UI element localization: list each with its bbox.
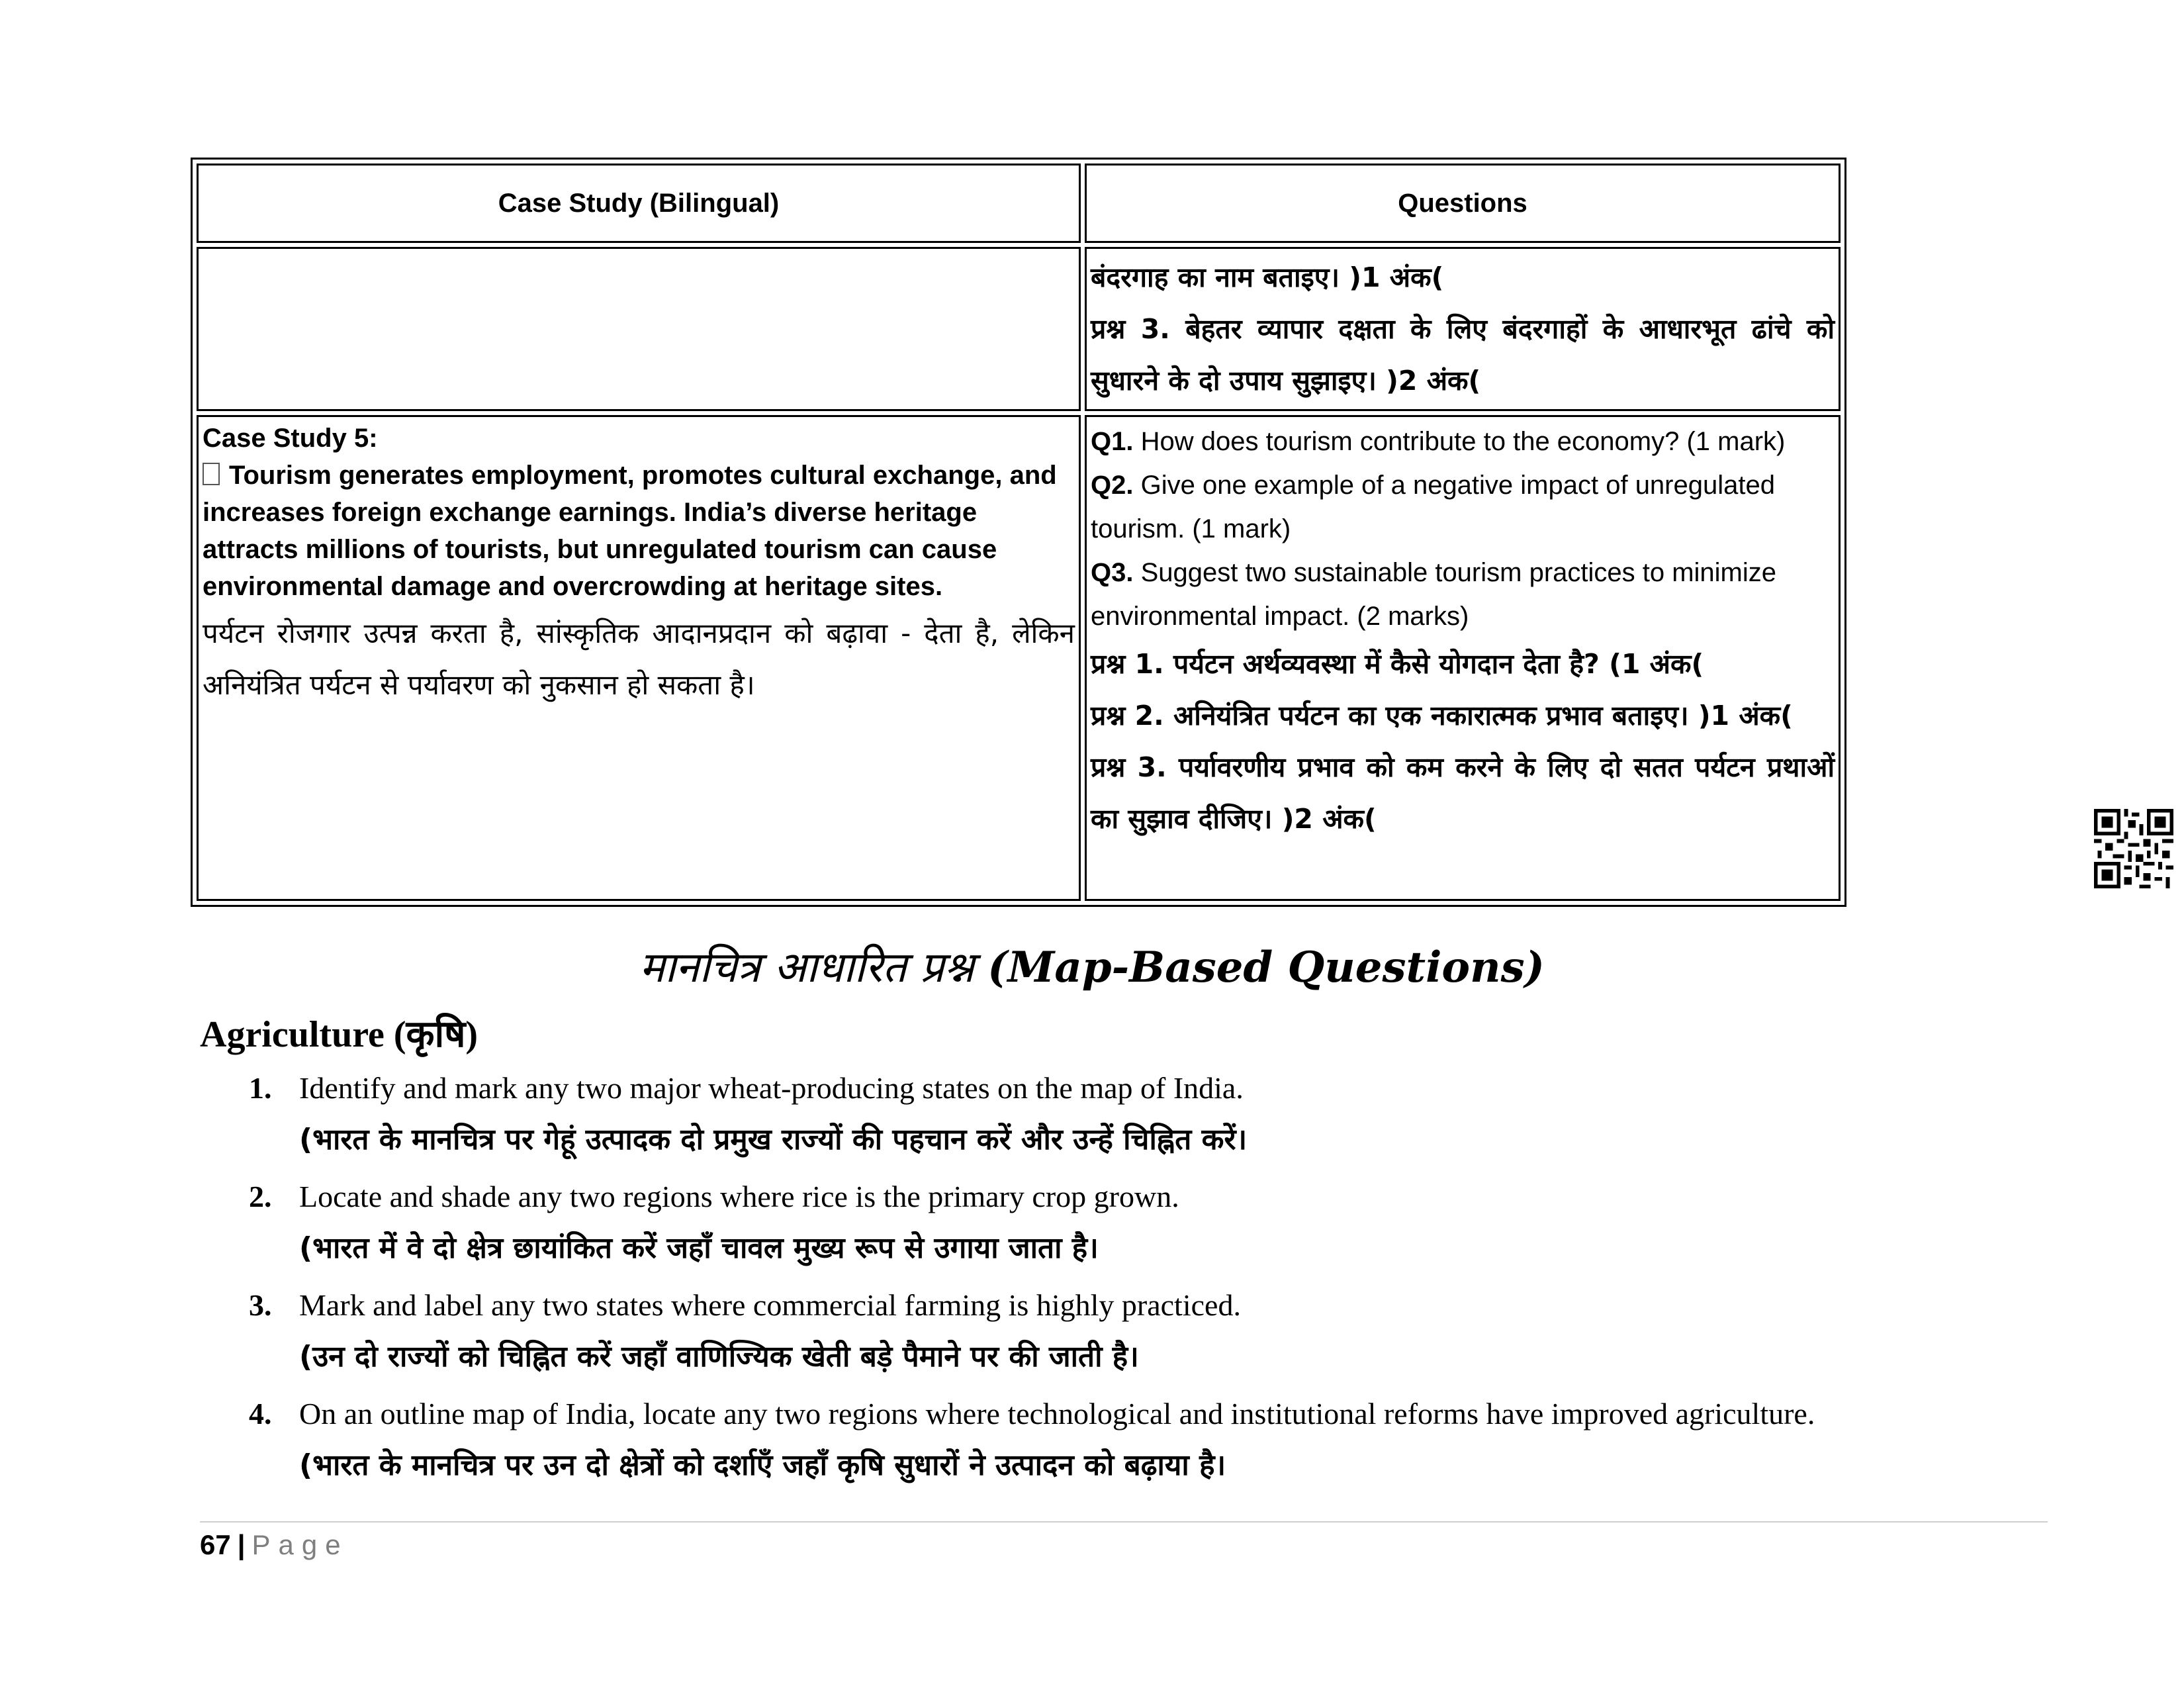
list-item xyxy=(245,1173,2032,1276)
case-study-english-text: Tourism generates employment, promotes cultural exchange, and increases foreign exchange earnings. India’s diverse heritage attracts millions of tourists, but unregulated tourism can cause environmental damage and overcrowding at heritage sites. xyxy=(203,461,1057,601)
question-hi: प्रश्न 2. अनियंत्रित पर्यटन का एक नकारात्मक प्रभाव बताइए। )1 अंक( xyxy=(1091,700,1793,731)
page-number: 67 xyxy=(200,1529,231,1560)
question-number: 2. xyxy=(249,1180,272,1213)
case-study-table xyxy=(191,158,1846,907)
question-hindi: (उन दो राज्यों को चिह्नित करें जहाँ वाणिज्यिक खेती बड़े पैमाने पर की जाती है। xyxy=(299,1340,1139,1374)
question-number: 1. xyxy=(249,1071,272,1105)
question-english: Mark and label any two states where commercial farming is highly practiced. xyxy=(299,1288,1241,1322)
question-text: How does tourism contribute to the economy? (1 mark) xyxy=(1133,427,1786,456)
header-case-study: Case Study (Bilingual) xyxy=(197,164,1081,243)
table-header-row xyxy=(197,164,1841,243)
case-study-title: Case Study 5: xyxy=(203,424,378,453)
question-english: On an outline map of India, locate any two regions where technological and institutional reforms have improved agriculture. xyxy=(299,1397,1815,1430)
question-hindi: (भारत के मानचित्र पर उन दो क्षेत्रों को दर्शाएँ जहाँ कृषि सुधारों ने उत्पादन को बढ़ाया है। xyxy=(299,1448,1226,1482)
footer-divider xyxy=(200,1521,2048,1523)
agriculture-heading: Agriculture (कृषि) xyxy=(200,1014,478,1055)
question-en xyxy=(1091,551,1835,638)
continued-question: प्रश्न 3. बेहतर व्यापार दक्षता के लिए बंदरगाहों के आधारभूत ढांचे को सुधारने के दो उपाय सुझाइए। )2 अंक( xyxy=(1091,313,1835,397)
questions-cell xyxy=(1085,415,1841,901)
list-item xyxy=(245,1390,2032,1493)
map-title-hindi: मानचित्र आधारित प्रश्न xyxy=(639,943,974,992)
question-number: 3. xyxy=(249,1288,272,1322)
map-based-questions-title xyxy=(0,937,2184,994)
map-title-english: (Map-Based Questions) xyxy=(987,943,1545,992)
table-row xyxy=(197,415,1841,901)
question-hindi: (भारत के मानचित्र पर गेहूं उत्पादक दो प्रमुख राज्यों की पहचान करें और उन्हें चिह्नित करें। xyxy=(299,1123,1248,1156)
question-hi: प्रश्न 1. पर्यटन अर्थव्यवस्था में कैसे योगदान देता है? (1 अंक( xyxy=(1091,648,1704,680)
question-text: Suggest two sustainable tourism practices to minimize environmental impact. (2 marks) xyxy=(1091,558,1777,631)
case-study-hindi: पर्यटन रोजगार उत्पन्न करता है, सांस्कृतिक आदानप्रदान को बढ़ावा - देता है, लेकिन अनियंत्रित पर्यटन से पर्यावरण को नुकसान हो सकता है। xyxy=(203,617,1075,701)
page-footer xyxy=(200,1525,349,1565)
page-label: Page xyxy=(251,1529,349,1560)
map-question-list xyxy=(245,1064,2032,1499)
question-label: Q2. xyxy=(1091,471,1134,500)
empty-case-cell xyxy=(197,247,1081,411)
question-text: Give one example of a negative impact of unregulated tourism. (1 mark) xyxy=(1091,471,1775,543)
table-row xyxy=(197,247,1841,411)
question-hi: प्रश्न 3. पर्यावरणीय प्रभाव को कम करने के लिए दो सतत पर्यटन प्रथाओं का सुझाव दीजिए। )2 अंक( xyxy=(1091,751,1835,835)
case-study-english xyxy=(203,457,1075,605)
missing-glyph-icon xyxy=(203,463,220,485)
list-item xyxy=(245,1282,2032,1385)
question-english: Locate and shade any two regions where rice is the primary crop grown. xyxy=(299,1180,1179,1213)
question-en xyxy=(1091,463,1835,551)
question-number: 4. xyxy=(249,1397,272,1430)
question-english: Identify and mark any two major wheat-producing states on the map of India. xyxy=(299,1071,1244,1105)
list-item xyxy=(245,1064,2032,1168)
question-hindi: (भारत में वे दो क्षेत्र छायांकित करें जहाँ चावल मुख्य रूप से उगाया जाता है। xyxy=(299,1231,1099,1265)
header-questions: Questions xyxy=(1085,164,1841,243)
qr-code-icon xyxy=(2094,809,2173,888)
continued-questions-cell xyxy=(1085,247,1841,411)
continued-question: बंदरगाह का नाम बताइए। )1 अंक( xyxy=(1091,261,1444,293)
case-study-cell xyxy=(197,415,1081,901)
question-label: Q1. xyxy=(1091,427,1134,456)
question-en xyxy=(1091,420,1835,463)
footer-separator: | xyxy=(237,1529,246,1560)
question-label: Q3. xyxy=(1091,558,1134,587)
